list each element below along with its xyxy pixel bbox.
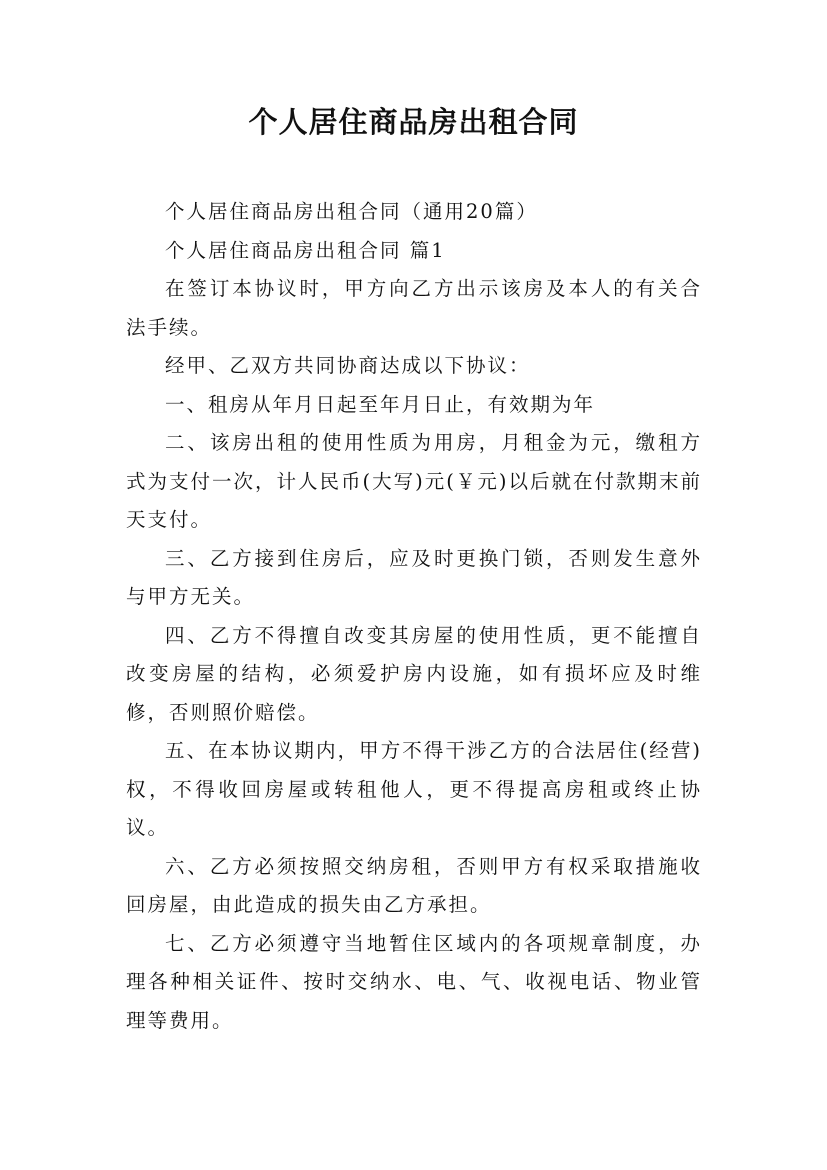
paragraph-clause-3: 三、乙方接到住房后，应及时更换门锁，否则发生意外与甲方无关。 — [126, 546, 702, 608]
document-title: 个人居住商品房出租合同 — [248, 105, 579, 139]
paragraph-clause-2: 二、该房出租的使用性质为用房，月租金为元，缴租方式为支付一次，计人民币(大写)元(￥元)以后就在付款期末前天支付。 — [126, 431, 702, 531]
document-body — [126, 193, 702, 1040]
paragraph-clause-6: 六、乙方必须按照交纳房租，否则甲方有权采取措施收回房屋，由此造成的损失由乙方承担。 — [126, 854, 702, 916]
paragraph-part-heading: 个人居住商品房出租合同 篇1 — [165, 238, 446, 262]
paragraph-clause-1: 一、租房从年月日起至年月日止，有效期为年 — [165, 392, 596, 416]
paragraph-clause-7: 七、乙方必须遵守当地暂住区域内的各项规章制度，办理各种相关证件、按时交纳水、电、气、收视电话、物业管理等费用。 — [126, 931, 702, 1032]
paragraph-agreement-lead: 经甲、乙双方共同协商达成以下协议： — [165, 354, 531, 377]
paragraph-clause-5: 五、在本协议期内，甲方不得干涉乙方的合法居住(经营)权，不得收回房屋或转租他人，更不得提高房租或终止协议。 — [126, 739, 702, 839]
paragraph-intro: 在签订本协议时，甲方向乙方出示该房及本人的有关合法手续。 — [126, 277, 702, 339]
paragraph-clause-4: 四、乙方不得擅自改变其房屋的使用性质，更不能擅自改变房屋的结构，必须爱护房内设施，如有损坏应及时维修，否则照价赔偿。 — [126, 623, 702, 724]
paragraph-subtitle: 个人居住商品房出租合同（通用20篇） — [165, 200, 538, 223]
